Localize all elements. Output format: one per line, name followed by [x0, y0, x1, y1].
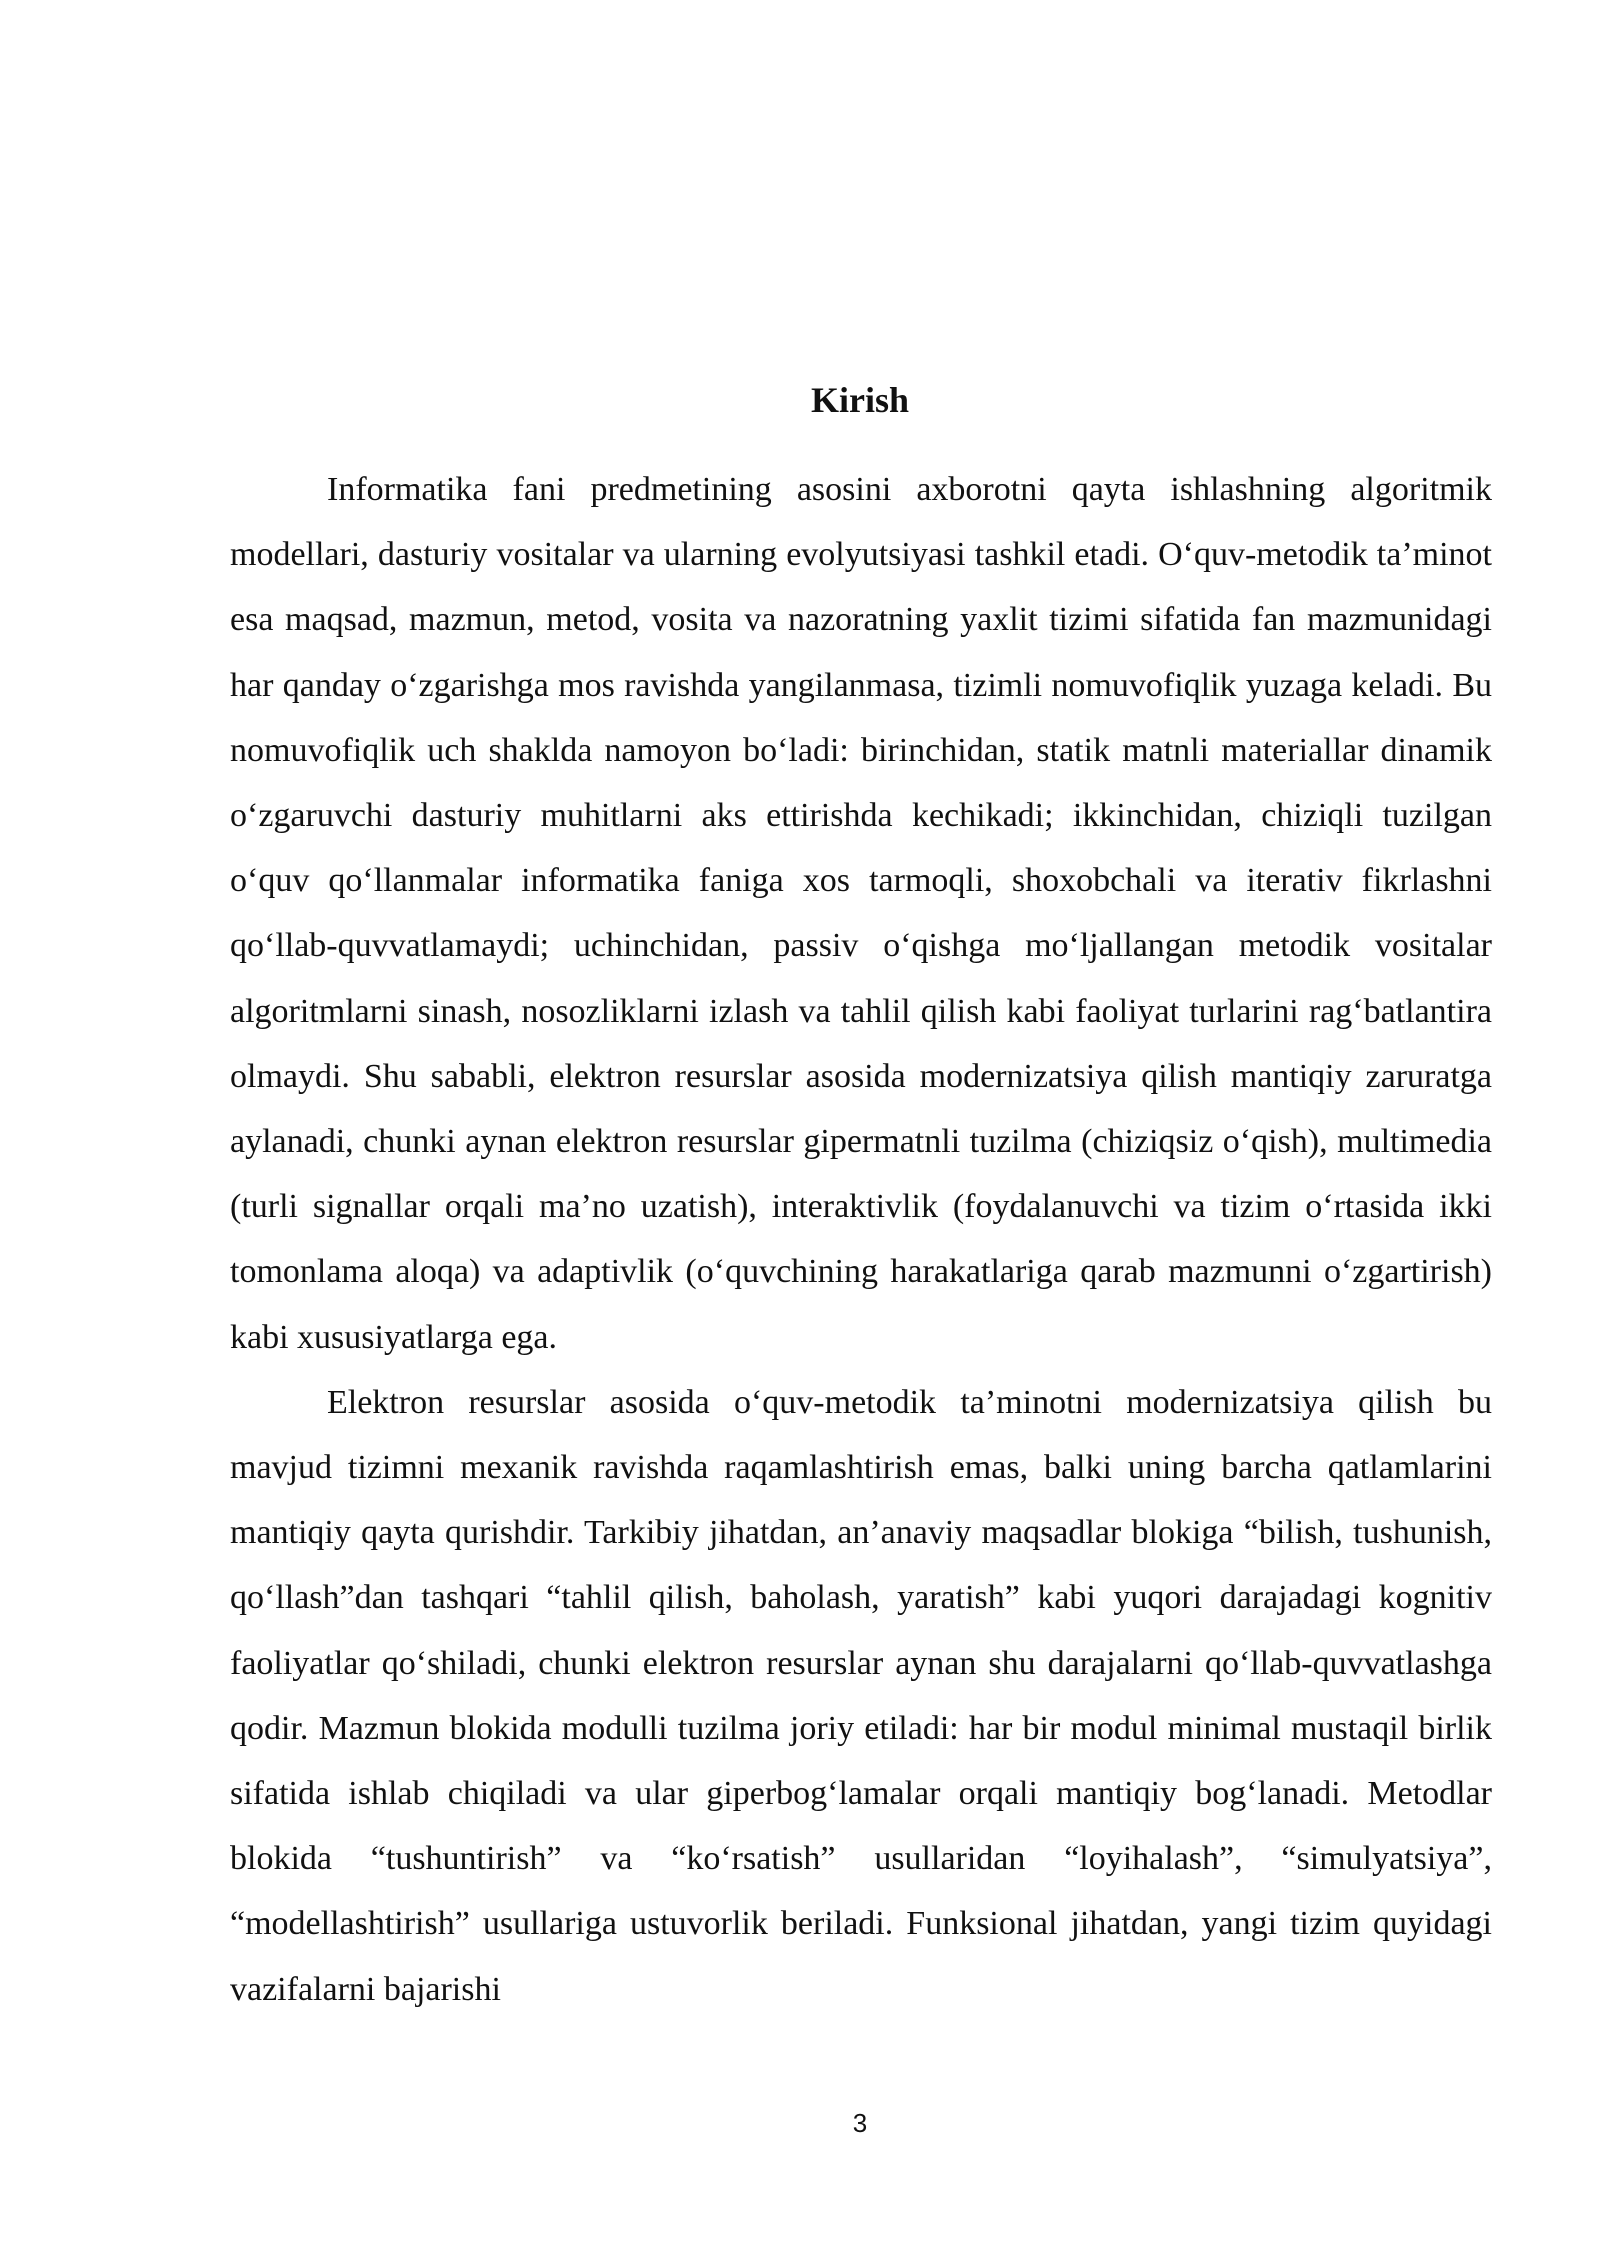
page-number: 3: [852, 2108, 868, 2138]
paragraph-2: Elektron resurslar asosida o‘quv-metodik ta’minotni modernizatsiya qilish bu mavjud tizimni mexanik ravishda raqamlashtirish emas, balki uning barcha qatlamlarini mantiqiy qayta qurishdir. Tarkibiy jihatdan, an’anaviy maqsadlar blokiga “bilish, tushunish, qo‘llash”dan tashqari “tahlil qilish, baholash, yaratish” kabi yuqori darajadagi kognitiv faoliyatlar qo‘shiladi, chunki elektron resurslar aynan shu darajalarni qo‘llab-quvvatlashga qodir. Mazmun blokida modulli tuzilma joriy etiladi: har bir modul minimal mustaqil birlik sifatida ishlab chiqiladi va ular giperbog‘lamalar orqali mantiqiy bog‘lanadi. Metodlar blokida “tushuntirish” va “ko‘rsatish” usullaridan “loyihalash”, “simulyatsiya”, “modellashtirish” usullariga ustuvorlik beriladi. Funksional jihatdan, yangi tizim quyidagi vazifalarni bajarishi: [230, 1383, 1492, 2008]
page-title: Kirish: [810, 380, 909, 420]
body-text: [230, 457, 1492, 2022]
paragraph-1: Informatika fani predmetining asosini axborotni qayta ishlashning algoritmik modellari, dasturiy vositalar va ularning evolyutsiyasi tashkil etadi. O‘quv-metodik ta’minot esa maqsad, mazmun, metod, vosita va nazoratning yaxlit tizimi sifatida fan mazmunidagi har qanday o‘zgarishga mos ravishda yangilanmasa, tizimli nomuvofiqlik yuzaga keladi. Bu nomuvofiqlik uch shaklda namoyon bo‘ladi: birinchidan, statik matnli materiallar dinamik o‘zgaruvchi dasturiy muhitlarni aks ettirishda kechikadi; ikkinchidan, chiziqli tuzilgan o‘quv qo‘llanmalar informatika faniga xos tarmoqli, shoxobchali va iterativ fikrlashni qo‘llab-quvvatlamaydi; uchinchidan, passiv o‘qishga mo‘ljallangan metodik vositalar algoritmlarni sinash, nosozliklarni izlash va tahlil qilish kabi faoliyat turlarini rag‘batlantira olmaydi. Shu sababli, elektron resurslar asosida modernizatsiya qilish mantiqiy zaruratga aylanadi, chunki aynan elektron resurslar gipermatnli tuzilma (chiziqsiz o‘qish), multimedia (turli signallar orqali ma’no uzatish), interaktivlik (foydalanuvchi va tizim o‘rtasida ikki tomonlama aloqa) va adaptivlik (o‘quvchining harakatlariga qarab mazmunni o‘zgartirish) kabi xususiyatlarga ega.: [230, 471, 1492, 1356]
